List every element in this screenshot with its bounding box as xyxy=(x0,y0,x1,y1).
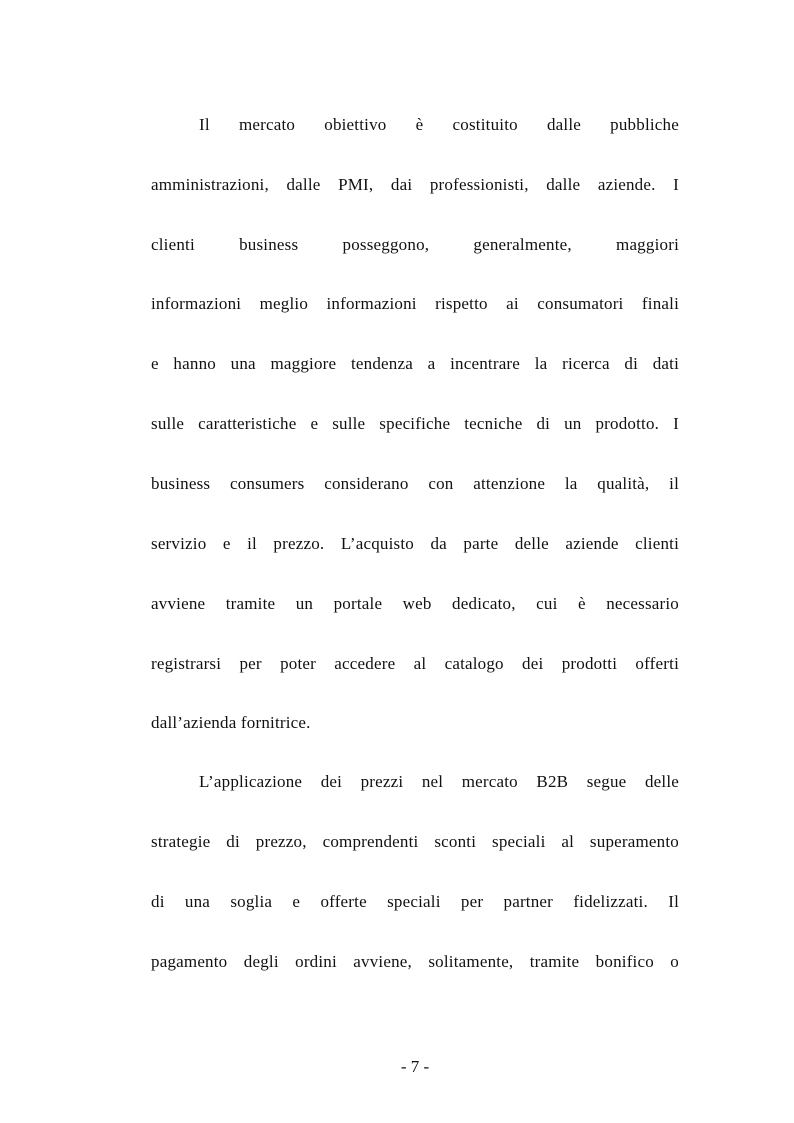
paragraph-1-line-4: informazioni meglio informazioni rispetto ai consumatori finali xyxy=(151,294,679,313)
paragraph-2-line-2: strategie di prezzo, comprendenti sconti speciali al superamento xyxy=(151,832,679,851)
paragraph-1-line-3: clienti business posseggono, generalmente, maggiori xyxy=(151,235,679,254)
paragraph-1-line-1: Il mercato obiettivo è costituito dalle pubbliche xyxy=(199,115,679,134)
paragraph-1-line-6: sulle caratteristiche e sulle specifiche tecniche di un prodotto. I xyxy=(151,414,679,433)
page-number: - 7 - xyxy=(400,1057,430,1076)
paragraph-2-line-4: pagamento degli ordini avviene, solitamente, tramite bonifico o xyxy=(151,952,679,971)
paragraph-1-line-10: registrarsi per poter accedere al catalogo dei prodotti offerti xyxy=(151,654,679,673)
paragraph-1-line-7: business consumers considerano con attenzione la qualità, il xyxy=(151,474,679,493)
paragraph-1-line-9: avviene tramite un portale web dedicato, cui è necessario xyxy=(151,594,679,613)
paragraph-1-line-5: e hanno una maggiore tendenza a incentrare la ricerca di dati xyxy=(151,354,679,373)
paragraph-1-line-8: servizio e il prezzo. L’acquisto da parte delle aziende clienti xyxy=(151,534,679,553)
paragraph-1-line-2: amministrazioni, dalle PMI, dai professionisti, dalle aziende. I xyxy=(151,175,679,194)
paragraph-2-line-1: L’applicazione dei prezzi nel mercato B2B segue delle xyxy=(199,772,679,791)
paragraph-1-line-11: dall’azienda fornitrice. xyxy=(151,713,311,732)
paragraph-2-line-3: di una soglia e offerte speciali per partner fidelizzati. Il xyxy=(151,892,679,911)
